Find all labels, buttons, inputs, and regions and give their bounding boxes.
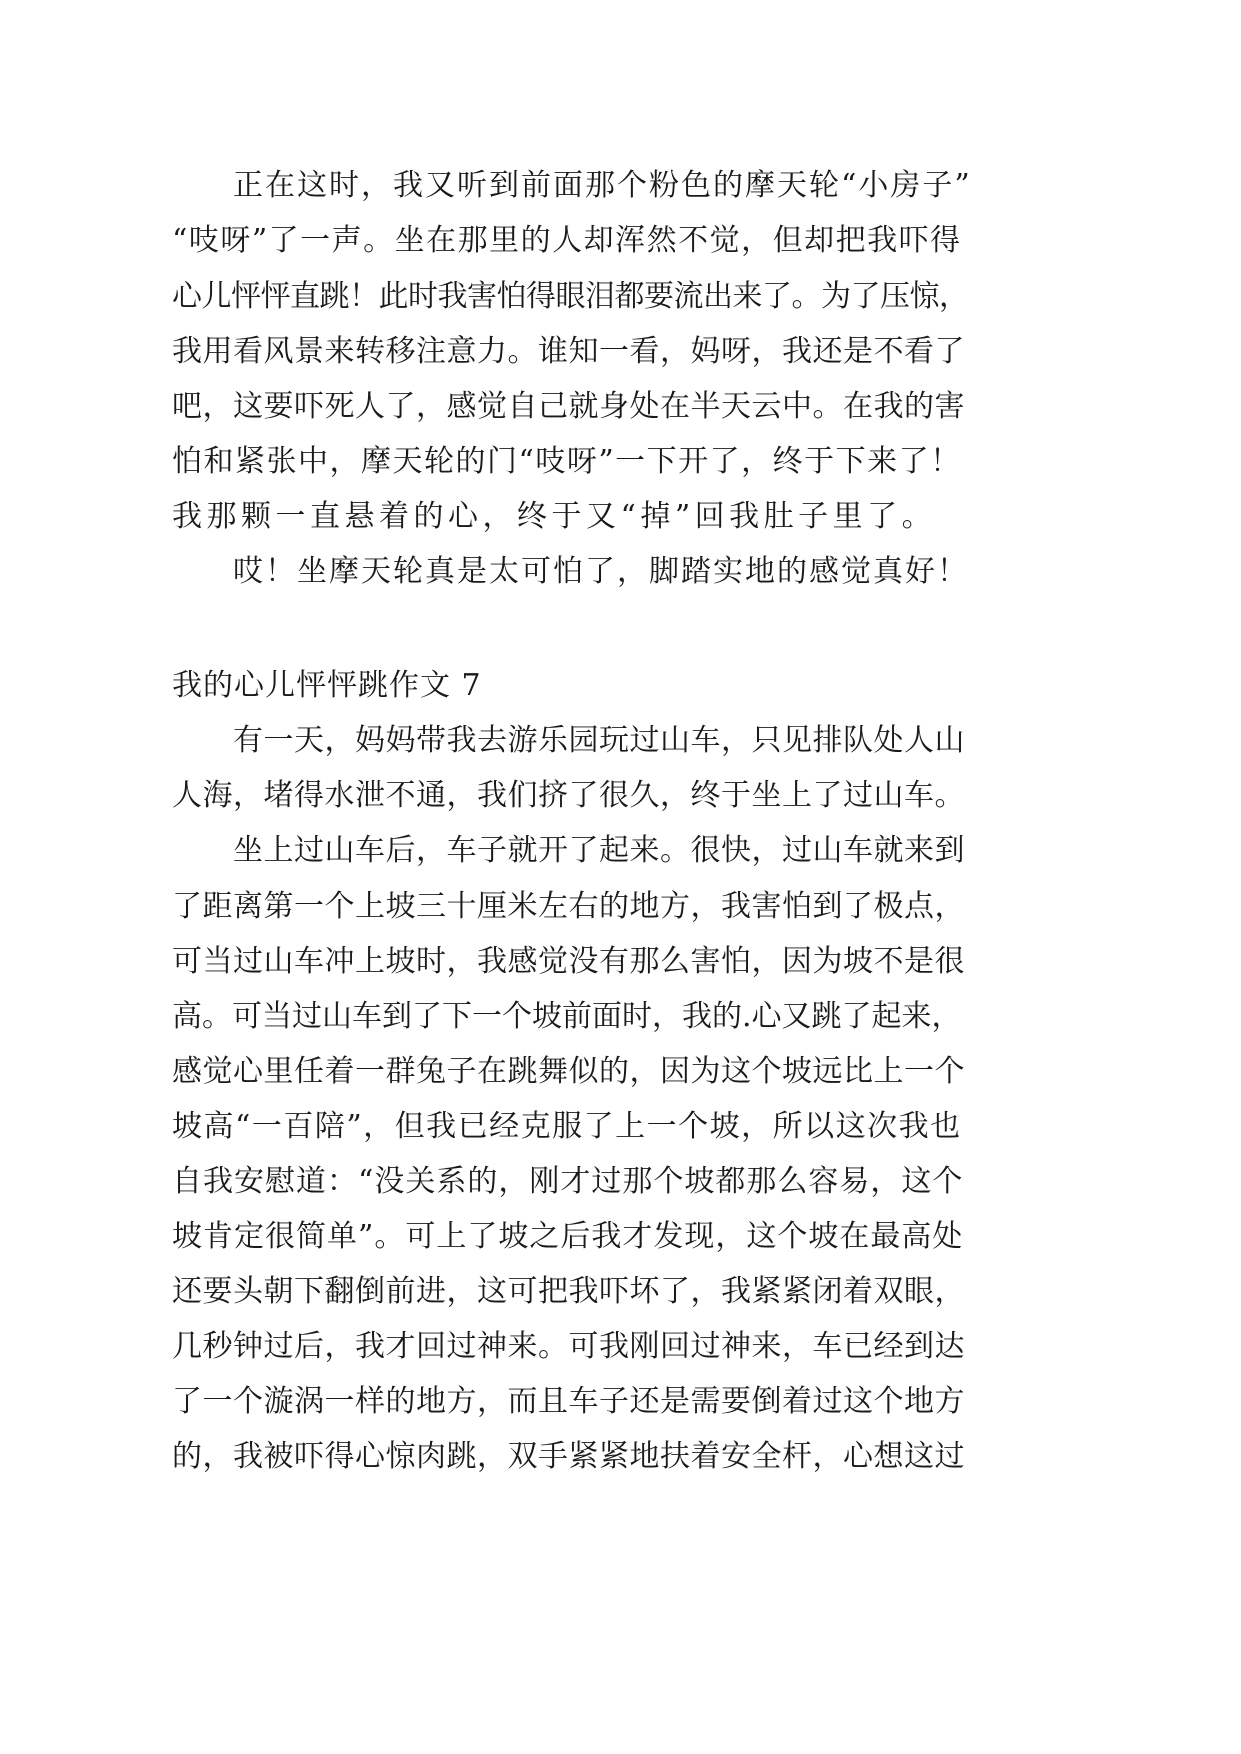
paragraph-line: 正在这时，我又听到前面那个粉色的摩天轮“小房子” [233,168,972,203]
paragraph-line: 吧，这要吓死人了，感觉自己就身处在半天云中。在我的害 [172,389,965,424]
paragraph-line: 还要头朝下翻倒前进，这可把我吓坏了，我紧紧闭着双眼， [172,1274,965,1309]
paragraph-line: 我用看风景来转移注意力。谁知一看，妈呀，我还是不看了 [172,334,965,369]
paragraph-line: 几秒钟过后，我才回过神来。可我刚回过神来，车已经到达 [172,1329,965,1364]
paragraph-line: 可当过山车冲上坡时，我感觉没有那么害怕，因为坡不是很 [172,944,965,979]
paragraph-line: 坐上过山车后，车子就开了起来。很快，过山车就来到 [233,833,965,868]
paragraph-line: 了一个漩涡一样的地方，而且车子还是需要倒着过这个地方 [172,1384,965,1419]
paragraph-line: 有一天，妈妈带我去游乐园玩过山车，只见排队处人山 [233,723,965,758]
paragraph-line: 心儿怦怦直跳！此时我害怕得眼泪都要流出来了。为了压惊， [172,279,969,314]
paragraph-line: 我那颗一直悬着的心，终于又“掉”回我肚子里了。 [172,499,937,534]
paragraph-line: 怕和紧张中，摩天轮的门“吱呀”一下开了，终于下来了！ [172,444,962,479]
paragraph-line: 感觉心里任着一群兔子在跳舞似的，因为这个坡远比上一个 [172,1054,965,1089]
paragraph-line: 高。可当过山车到了下一个坡前面时，我的.心又跳了起来， [172,999,962,1034]
paragraph-line: 坡高“一百陪”，但我已经克服了上一个坡，所以这次我也 [172,1109,962,1144]
paragraph-line: 的，我被吓得心惊肉跳，双手紧紧地扶着安全杆，心想这过 [172,1439,965,1474]
paragraph-line: 坡肯定很简单”。可上了坡之后我才发现，这个坡在最高处 [172,1219,964,1254]
paragraph-line: 人海，堵得水泄不通，我们挤了很久，终于坐上了过山车。 [172,778,965,813]
paragraph-line: 哎！坐摩天轮真是太可怕了，脚踏实地的感觉真好！ [233,554,969,589]
paragraph-line: “吱呀”了一声。坐在那里的人却浑然不觉，但却把我吓得 [172,223,962,258]
paragraph-line: 了距离第一个上坡三十厘米左右的地方，我害怕到了极点， [172,889,965,924]
section-heading: 我的心儿怦怦跳作文 7 [172,668,482,703]
paragraph-line: 自我安慰道：“没关系的，刚才过那个坡都那么容易，这个 [172,1164,964,1199]
